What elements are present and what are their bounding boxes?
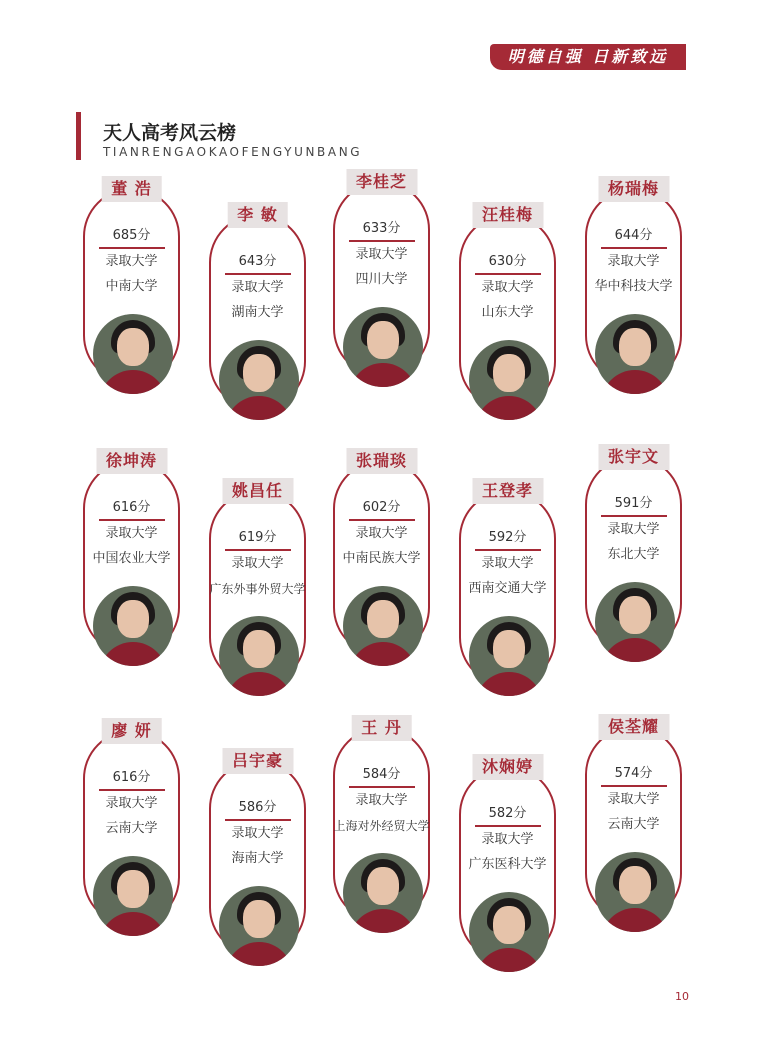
student-photo [343, 307, 423, 387]
student-photo [219, 340, 299, 420]
student-name: 徐坤涛 [96, 448, 167, 474]
student-card [209, 751, 306, 956]
student-score: 591分 [587, 495, 680, 517]
student-card [459, 205, 556, 410]
student-card [83, 179, 180, 384]
admit-label: 录取大学 [105, 526, 158, 541]
student-photo [343, 586, 423, 666]
student-photo [469, 340, 549, 420]
student-score: 584分 [335, 766, 428, 788]
student-score: 643分 [211, 253, 304, 275]
student-photo [595, 582, 675, 662]
student-card [459, 481, 556, 686]
admit-label: 录取大学 [607, 254, 660, 269]
student-card [333, 718, 430, 923]
student-university: 海南大学 [231, 851, 284, 866]
student-card [585, 179, 682, 384]
page-number: 10 [675, 990, 689, 1003]
student-university: 广东医科大学 [468, 857, 547, 872]
student-score: 582分 [461, 805, 554, 827]
student-university: 山东大学 [481, 305, 534, 320]
student-name: 李桂芝 [346, 169, 417, 195]
student-photo [469, 892, 549, 972]
student-score: 644分 [587, 227, 680, 249]
section-title-bar [76, 112, 81, 160]
student-name: 王 丹 [351, 715, 412, 741]
student-name: 李 敏 [227, 202, 288, 228]
student-photo [219, 886, 299, 966]
admit-label: 录取大学 [231, 826, 284, 841]
section-subtitle: TIANRENGAOKAOFENGYUNBANG [103, 145, 363, 159]
student-score: 602分 [335, 499, 428, 521]
student-score: 633分 [335, 220, 428, 242]
student-card [585, 717, 682, 922]
student-score: 586分 [211, 799, 304, 821]
student-card [209, 481, 306, 686]
student-photo [343, 853, 423, 933]
student-score: 574分 [587, 765, 680, 787]
student-photo [93, 586, 173, 666]
student-university: 上海对外经贸大学 [333, 819, 430, 833]
student-name: 侯荃耀 [598, 714, 669, 740]
motto-banner: 明德自强 日新致远 [490, 44, 686, 70]
student-card [585, 447, 682, 652]
admit-label: 录取大学 [607, 522, 660, 537]
student-university: 东北大学 [607, 547, 660, 562]
admit-label: 录取大学 [607, 792, 660, 807]
student-name: 王登孝 [472, 478, 543, 504]
student-card [209, 205, 306, 410]
student-name: 张瑞琰 [346, 448, 417, 474]
student-name: 姚昌任 [222, 478, 293, 504]
admit-label: 录取大学 [355, 526, 408, 541]
student-score: 630分 [461, 253, 554, 275]
student-score: 616分 [85, 499, 178, 521]
student-card [83, 721, 180, 926]
section-title: 天人高考风云榜 [103, 122, 237, 144]
student-university: 华中科技大学 [594, 279, 673, 294]
student-score: 619分 [211, 529, 304, 551]
student-card [459, 757, 556, 962]
admit-label: 录取大学 [355, 247, 408, 262]
student-name: 汪桂梅 [472, 202, 543, 228]
student-photo [93, 856, 173, 936]
student-score: 592分 [461, 529, 554, 551]
admit-label: 录取大学 [355, 793, 408, 808]
student-photo [595, 314, 675, 394]
student-photo [93, 314, 173, 394]
student-score: 685分 [85, 227, 178, 249]
admit-label: 录取大学 [231, 280, 284, 295]
student-university: 中南民族大学 [342, 551, 421, 566]
student-name: 沐娴婷 [472, 754, 543, 780]
student-university: 中国农业大学 [92, 551, 171, 566]
student-university: 四川大学 [355, 272, 408, 287]
admit-label: 录取大学 [481, 556, 534, 571]
student-name: 张宇文 [598, 444, 669, 470]
student-card [333, 172, 430, 377]
student-photo [219, 616, 299, 696]
student-university: 云南大学 [607, 817, 660, 832]
student-card [83, 451, 180, 656]
student-name: 董 浩 [101, 176, 162, 202]
student-photo [469, 616, 549, 696]
student-university: 西南交通大学 [468, 581, 547, 596]
student-university: 中南大学 [105, 279, 158, 294]
student-card [333, 451, 430, 656]
admit-label: 录取大学 [231, 556, 284, 571]
student-score: 616分 [85, 769, 178, 791]
student-university: 云南大学 [105, 821, 158, 836]
student-university: 广东外事外贸大学 [209, 582, 306, 596]
admit-label: 录取大学 [105, 254, 158, 269]
student-name: 杨瑞梅 [598, 176, 669, 202]
admit-label: 录取大学 [481, 832, 534, 847]
student-name: 吕宇豪 [222, 748, 293, 774]
student-university: 湖南大学 [231, 305, 284, 320]
admit-label: 录取大学 [481, 280, 534, 295]
student-photo [595, 852, 675, 932]
student-name: 廖 妍 [101, 718, 162, 744]
admit-label: 录取大学 [105, 796, 158, 811]
